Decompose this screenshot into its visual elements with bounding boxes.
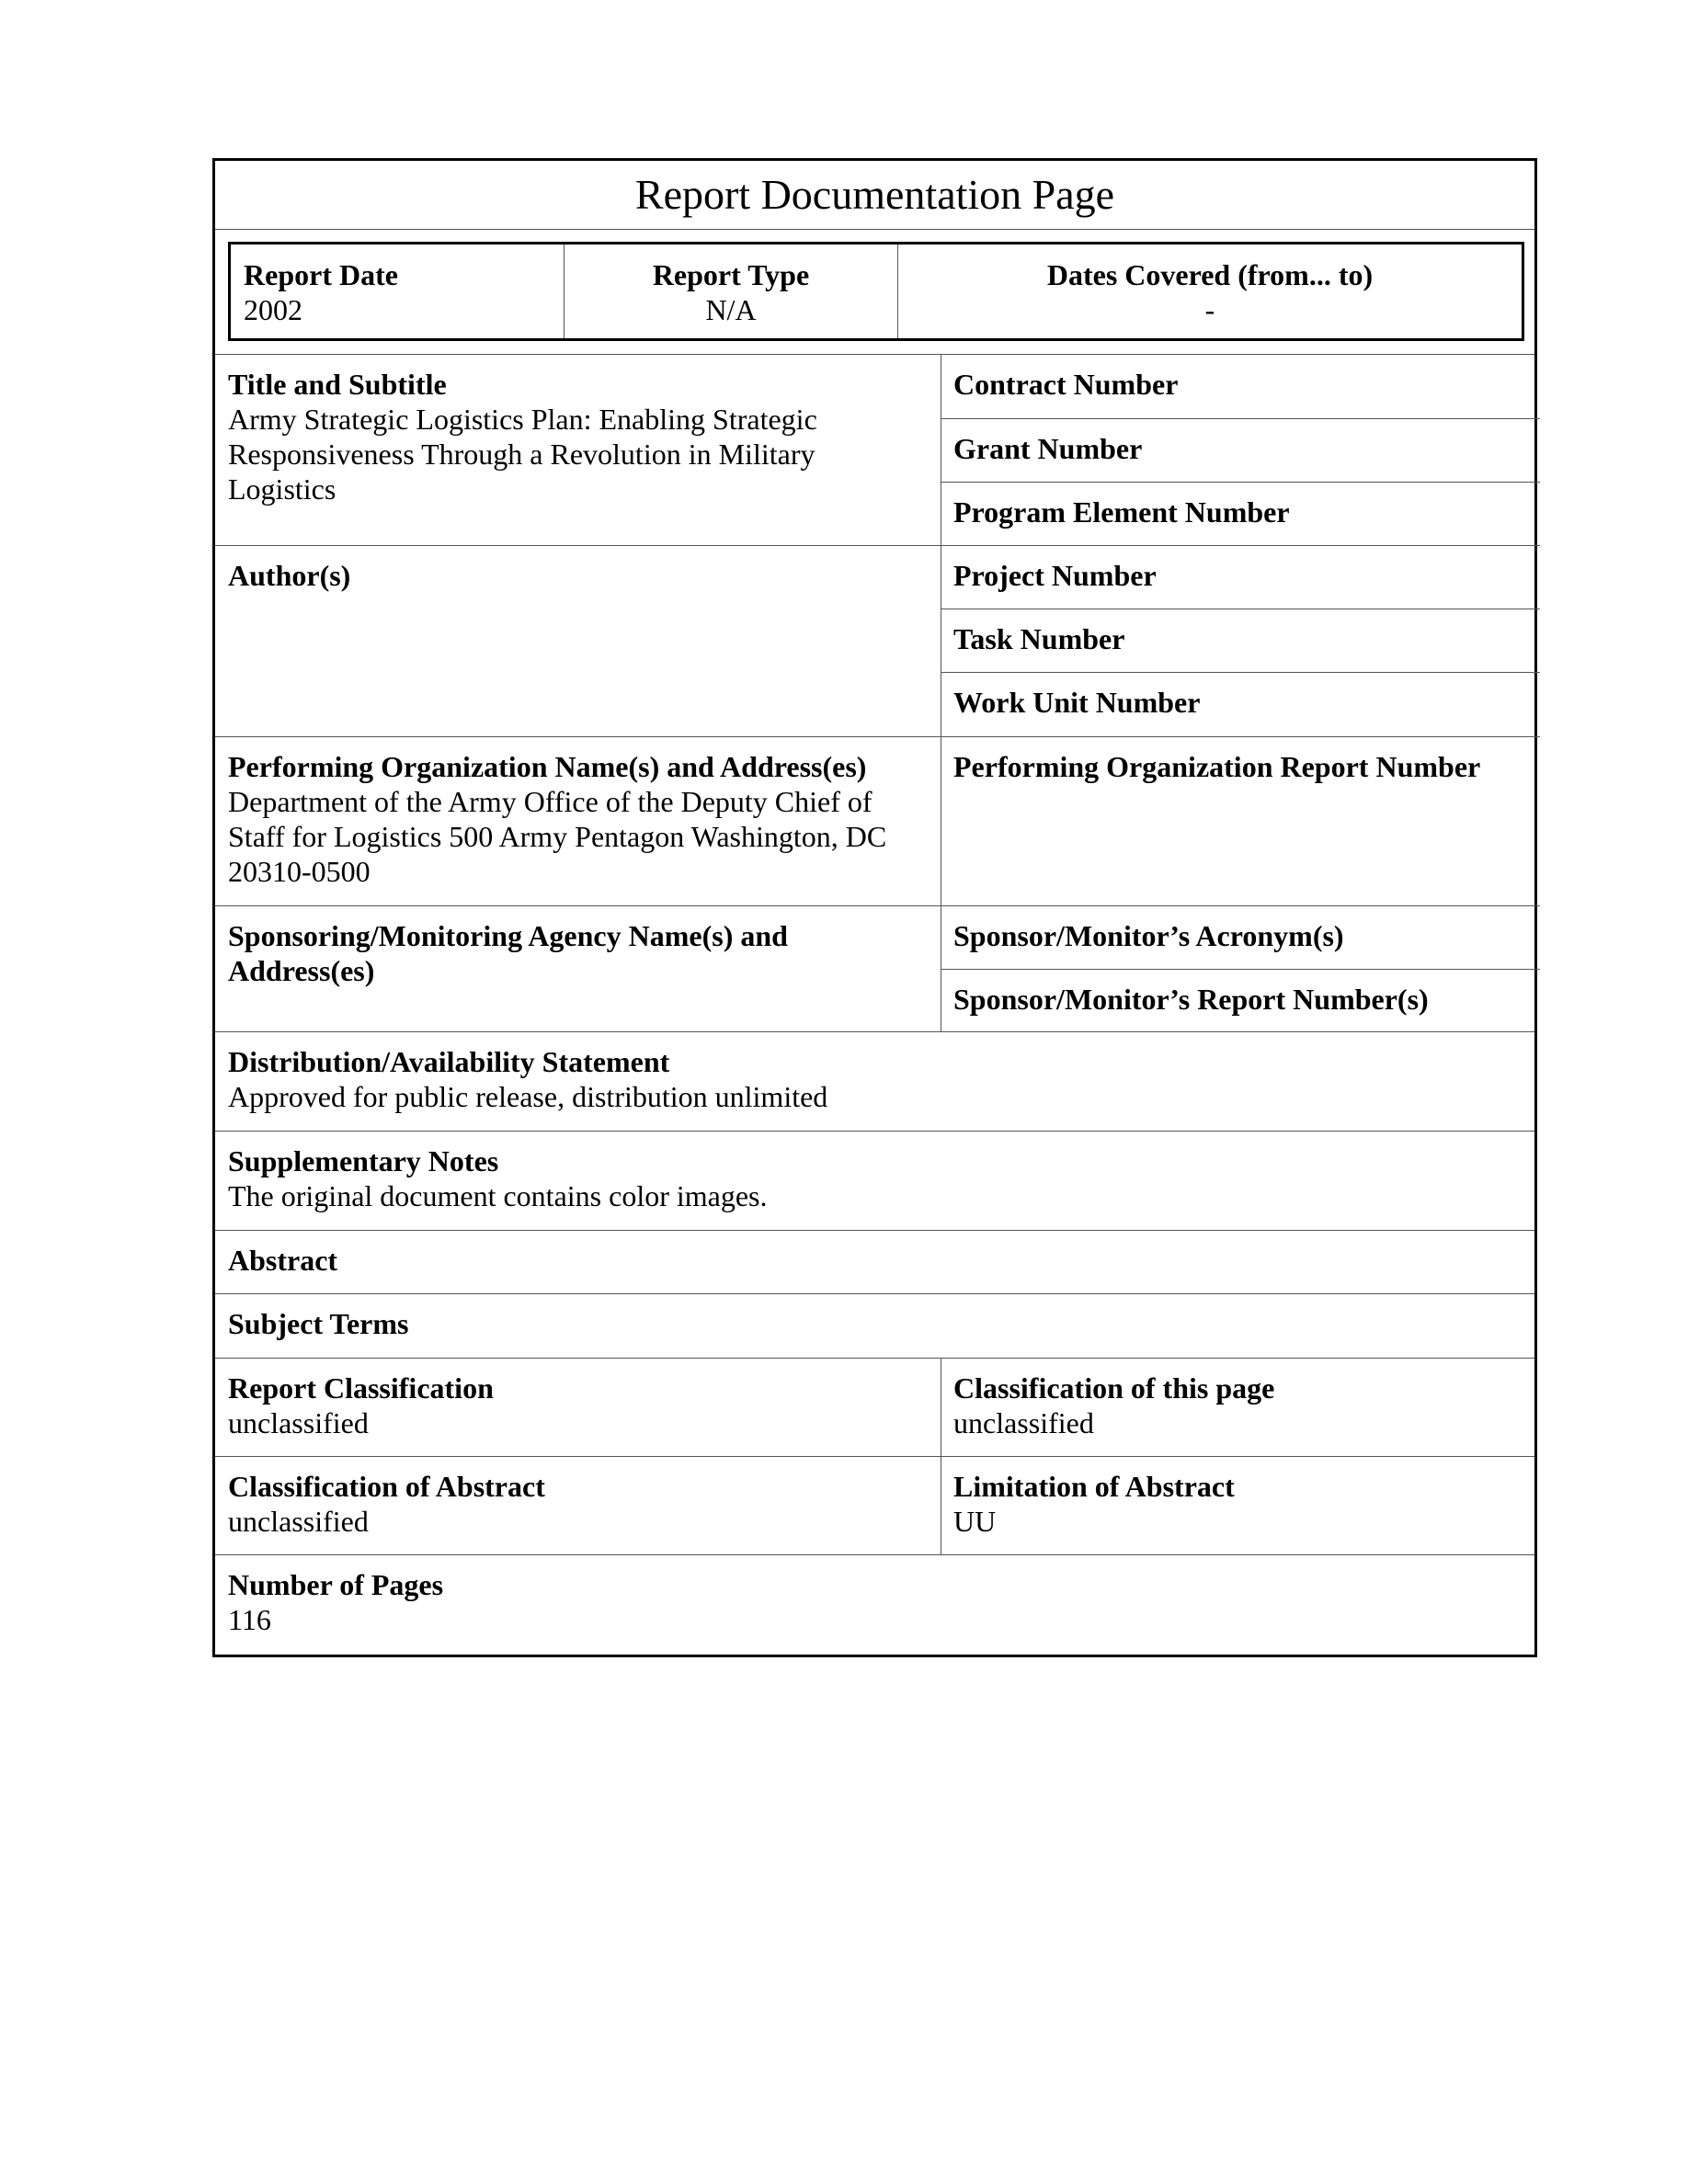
distribution-cell (215, 1031, 1534, 1114)
sponsor-report-number-label: Sponsor/Monitor’s Report Number(s) (953, 983, 1429, 1016)
sponsor-report-number-cell (941, 969, 1540, 1017)
report-dates-box (228, 242, 1524, 341)
dates-covered-label: Dates Covered (from... to) (1046, 258, 1374, 291)
page-classification-label: Classification of this page (953, 1371, 1275, 1405)
authors-cell (215, 545, 941, 593)
report-date-label: Report Date (244, 258, 398, 291)
report-classification-label: Report Classification (228, 1371, 494, 1405)
report-type-cell (564, 245, 897, 338)
abstract-limitation-label: Limitation of Abstract (953, 1470, 1235, 1503)
number-of-pages-label: Number of Pages (228, 1568, 444, 1601)
task-number-label: Task Number (953, 622, 1125, 655)
number-of-pages-cell (215, 1554, 1534, 1637)
page-classification-value: unclassified (953, 1406, 1094, 1439)
sponsor-acronym-label: Sponsor/Monitor’s Acronym(s) (953, 919, 1344, 952)
performing-org-cell (215, 736, 941, 889)
performing-org-report-number-cell (941, 736, 1540, 784)
title-subtitle-value: Army Strategic Logistics Plan: Enabling Strategic Responsiveness Through a Revolution in Military Logistics (228, 403, 817, 506)
abstract-limitation-value: UU (953, 1505, 997, 1538)
project-number-label: Project Number (953, 559, 1157, 592)
abstract-label: Abstract (228, 1244, 338, 1277)
title-subtitle-cell (215, 354, 941, 545)
title-subtitle-label: Title and Subtitle (228, 368, 447, 401)
task-number-cell (941, 609, 1540, 656)
sponsor-acronym-cell (941, 905, 1540, 953)
program-element-number-label: Program Element Number (953, 495, 1290, 529)
contract-number-cell (941, 354, 1540, 402)
dates-covered-cell (897, 245, 1522, 338)
report-type-label: Report Type (652, 258, 810, 291)
performing-org-label: Performing Organization Name(s) and Address(es) (228, 750, 867, 783)
subject-terms-label: Subject Terms (228, 1307, 409, 1340)
report-classification-cell (215, 1358, 941, 1440)
report-documentation-form (212, 158, 1537, 1657)
report-classification-value: unclassified (228, 1406, 369, 1439)
grant-number-cell (941, 418, 1540, 466)
work-unit-number-cell (941, 672, 1540, 720)
contract-number-label: Contract Number (953, 368, 1179, 401)
distribution-label: Distribution/Availability Statement (228, 1045, 670, 1078)
page-classification-cell (941, 1358, 1540, 1440)
program-element-number-cell (941, 482, 1540, 529)
work-unit-number-label: Work Unit Number (953, 686, 1201, 719)
abstract-classification-label: Classification of Abstract (228, 1470, 545, 1503)
distribution-value: Approved for public release, distribution unlimited (228, 1080, 828, 1113)
authors-label: Author(s) (228, 559, 351, 592)
number-of-pages-value: 116 (228, 1603, 271, 1636)
subject-terms-cell (215, 1293, 1534, 1341)
abstract-limitation-cell (941, 1456, 1540, 1539)
sponsoring-agency-cell (215, 905, 941, 988)
supplementary-notes-cell (215, 1131, 1534, 1213)
abstract-cell (215, 1230, 1534, 1278)
grant-number-label: Grant Number (953, 432, 1143, 465)
supplementary-notes-value: The original document contains color images. (228, 1179, 768, 1212)
dates-covered-value: - (1204, 293, 1215, 326)
report-type-value: N/A (705, 293, 757, 326)
report-date-cell (231, 245, 564, 338)
page-title: Report Documentation Page (215, 161, 1534, 230)
report-date-value: 2002 (244, 293, 302, 326)
performing-org-value: Department of the Army Office of the Deputy Chief of Staff for Logistics 500 Army Pentagon Washington, DC 20310-0500 (228, 785, 887, 888)
abstract-classification-cell (215, 1456, 941, 1539)
sponsoring-agency-label: Sponsoring/Monitoring Agency Name(s) and Address(es) (228, 919, 788, 987)
abstract-classification-value: unclassified (228, 1505, 369, 1538)
performing-org-report-number-label: Performing Organization Report Number (953, 750, 1481, 783)
supplementary-notes-label: Supplementary Notes (228, 1144, 499, 1177)
project-number-cell (941, 545, 1540, 593)
